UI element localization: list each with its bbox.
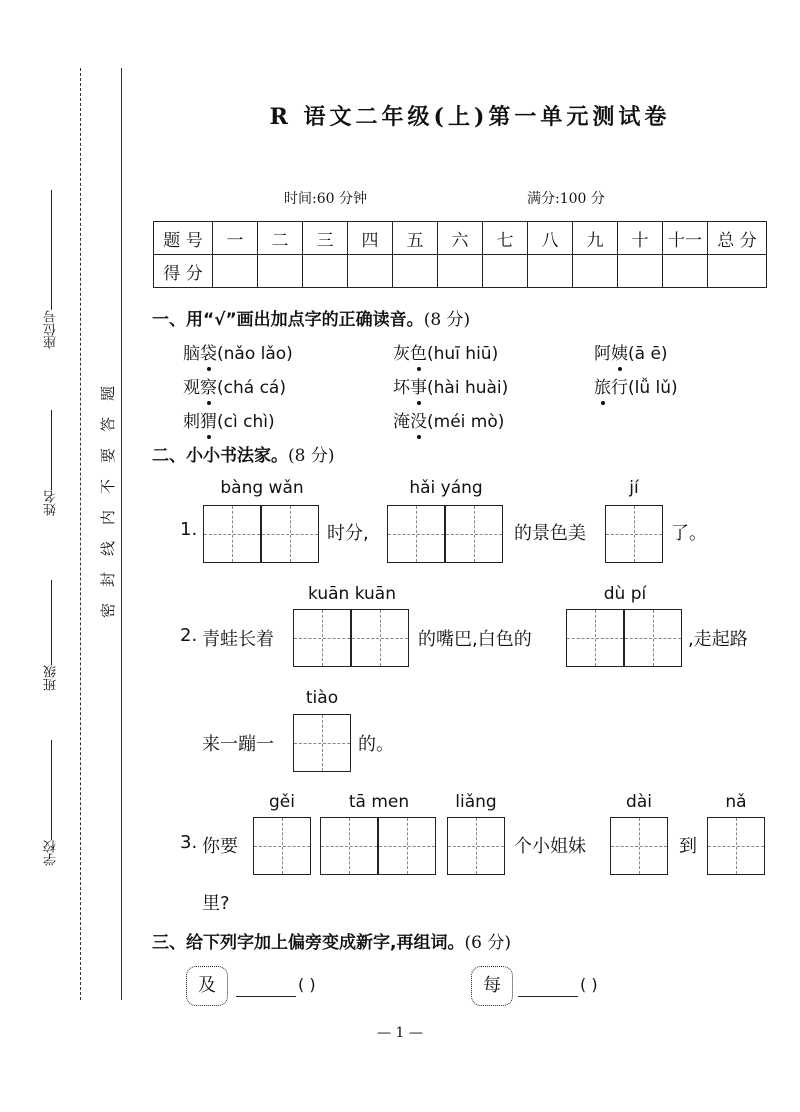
page-number: — 1 — — [377, 1025, 423, 1041]
sentence-text: ,走起路 — [688, 629, 748, 650]
section-1-title: 一、用“√”画出加点字的正确读音。 — [152, 310, 424, 330]
pinyin-options: (ā ē) — [628, 344, 668, 364]
base-char-box: 每 — [471, 966, 513, 1006]
full-score: 满分:100 分 — [527, 191, 605, 207]
pinyin-options: (méi mò) — [427, 412, 505, 432]
reading-item[interactable] — [393, 339, 498, 364]
dotted-char: 没 — [410, 412, 427, 432]
pinyin-options: (nǎo lǎo) — [217, 344, 293, 364]
writing-grid[interactable] — [293, 609, 351, 667]
sentence-text: 的景色美 — [514, 523, 586, 544]
section-3-points: (6 分) — [464, 933, 511, 953]
item-char: 坏 — [393, 378, 410, 398]
base-char-box: 及 — [186, 966, 228, 1006]
table-cell: 一 — [213, 222, 258, 255]
writing-grid[interactable] — [351, 609, 409, 667]
section-2-heading — [152, 441, 334, 466]
item-char: 刺 — [183, 412, 200, 432]
time-limit: 时间:60 分钟 — [284, 191, 367, 207]
sentence-text: 了。 — [671, 523, 707, 544]
dotted-char: 袋 — [200, 344, 217, 364]
pinyin-prompt: kuān kuān — [308, 584, 396, 604]
answer-blank[interactable] — [518, 996, 578, 997]
dotted-char: 色 — [410, 344, 427, 364]
seal-char: 题 — [99, 385, 118, 402]
pinyin-prompt: bàng wǎn — [220, 478, 304, 498]
score-table — [153, 221, 767, 288]
table-cell: 六 — [438, 222, 483, 255]
score-input-cell[interactable] — [393, 255, 438, 288]
section-2-points: (8 分) — [288, 446, 335, 466]
table-cell: 二 — [258, 222, 303, 255]
pinyin-options: (lǚ lǔ) — [628, 378, 678, 398]
sentence-text: 青蛙长着 — [202, 629, 274, 650]
section-2-title: 二、小小书法家。 — [152, 446, 288, 466]
score-input-cell[interactable] — [258, 255, 303, 288]
question-number: 2. — [180, 625, 198, 646]
writing-grid[interactable] — [293, 714, 351, 772]
school-field[interactable] — [42, 740, 61, 866]
binding-solid-line — [121, 68, 122, 1000]
sentence-text: 里? — [202, 893, 230, 914]
pinyin-prompt: liǎng — [455, 792, 497, 812]
word-parentheses[interactable]: ( ) — [580, 975, 598, 994]
word-parentheses[interactable]: ( ) — [298, 975, 316, 994]
sentence-text: 的。 — [358, 734, 394, 755]
table-cell: 五 — [393, 222, 438, 255]
reading-item[interactable] — [594, 339, 668, 364]
section-1-heading — [152, 305, 470, 330]
writing-grid[interactable] — [253, 817, 311, 875]
sentence-text: 时分, — [327, 523, 369, 544]
pinyin-prompt: dù pí — [603, 584, 647, 604]
seal-line-text — [101, 378, 116, 626]
writing-grid[interactable] — [445, 505, 503, 563]
page-title: R 语文二年级(上)第一单元测试卷 — [269, 104, 671, 130]
score-input-cell[interactable] — [528, 255, 573, 288]
pinyin-prompt: hǎi yáng — [409, 478, 483, 498]
table-cell: 四 — [348, 222, 393, 255]
table-cell: 总 分 — [708, 222, 767, 255]
seat-number-field[interactable] — [42, 190, 61, 349]
pinyin-prompt: nǎ — [725, 792, 747, 812]
item-char: 灰 — [393, 344, 410, 364]
item-char: 阿 — [594, 344, 611, 364]
item-char: 淹 — [393, 412, 410, 432]
score-input-cell[interactable] — [708, 255, 767, 288]
score-input-cell[interactable] — [213, 255, 258, 288]
pinyin-options: (hài huài) — [427, 378, 509, 398]
seal-char: 答 — [99, 416, 118, 433]
writing-grid[interactable] — [707, 817, 765, 875]
seal-char: 线 — [99, 540, 118, 557]
reading-item[interactable] — [183, 339, 293, 364]
binding-dashed-line — [80, 68, 81, 1000]
name-label: 姓名 — [44, 490, 59, 516]
name-field[interactable] — [42, 410, 61, 516]
reading-item[interactable] — [594, 373, 678, 398]
question-number: 3. — [180, 832, 198, 853]
sentence-text: 来一蹦一 — [202, 734, 274, 755]
writing-grid[interactable] — [610, 817, 668, 875]
seat-number-label: 座位号 — [44, 310, 59, 349]
seal-char: 要 — [99, 447, 118, 464]
class-label: 班级 — [44, 665, 59, 691]
writing-grid[interactable] — [447, 817, 505, 875]
reading-item[interactable] — [393, 407, 504, 432]
answer-blank[interactable] — [236, 996, 296, 997]
pinyin-options: (chá cá) — [217, 378, 286, 398]
school-label: 学校 — [44, 840, 59, 866]
dotted-char: 旅 — [594, 378, 611, 398]
reading-item[interactable] — [183, 373, 286, 398]
reading-item[interactable] — [183, 407, 275, 432]
writing-grid[interactable] — [387, 505, 445, 563]
item-char: 观 — [183, 378, 200, 398]
section-3-title: 三、给下列字加上偏旁变成新字,再组词。 — [152, 933, 465, 953]
writing-grid[interactable] — [605, 505, 663, 563]
writing-grid[interactable] — [261, 505, 319, 563]
sentence-text: 到 — [679, 836, 697, 857]
score-header-row — [154, 222, 767, 255]
writing-grid[interactable] — [566, 609, 624, 667]
sentence-text: 你要 — [202, 836, 238, 857]
section-3-heading — [152, 928, 511, 953]
pinyin-prompt: dài — [626, 792, 652, 812]
class-field[interactable] — [42, 580, 61, 691]
table-cell: 十一 — [663, 222, 708, 255]
table-cell: 七 — [483, 222, 528, 255]
section-1-points: (8 分) — [423, 310, 471, 330]
pinyin-options: (cì chì) — [217, 412, 275, 432]
item-char: 行 — [611, 378, 628, 398]
score-input-cell[interactable] — [438, 255, 483, 288]
dotted-char: 姨 — [611, 344, 628, 364]
writing-grid[interactable] — [378, 817, 436, 875]
dotted-char: 猬 — [200, 412, 217, 432]
seal-char: 密 — [99, 602, 118, 619]
score-input-cell[interactable] — [483, 255, 528, 288]
pinyin-prompt: gěi — [269, 792, 295, 812]
dotted-char: 事 — [410, 378, 427, 398]
pinyin-prompt: tiào — [305, 688, 339, 708]
table-cell: 得 分 — [154, 255, 213, 288]
sentence-text: 的嘴巴,白色的 — [418, 629, 532, 650]
table-cell: 九 — [573, 222, 618, 255]
sentence-text: 个小姐妹 — [514, 836, 586, 857]
writing-grid[interactable] — [624, 609, 682, 667]
seal-char: 封 — [99, 571, 118, 588]
table-cell: 三 — [303, 222, 348, 255]
score-input-cell[interactable] — [573, 255, 618, 288]
pinyin-prompt: jí — [629, 478, 639, 498]
writing-grid[interactable] — [203, 505, 261, 563]
question-number: 1. — [180, 519, 198, 540]
table-cell: 题 号 — [154, 222, 213, 255]
seal-char: 内 — [99, 509, 118, 526]
seal-char: 不 — [99, 478, 118, 495]
pinyin-options: (huī hiū) — [427, 344, 499, 364]
score-entry-row — [154, 255, 767, 288]
table-cell: 八 — [528, 222, 573, 255]
reading-item[interactable] — [393, 373, 508, 398]
item-char: 脑 — [183, 344, 200, 364]
dotted-char: 察 — [200, 378, 217, 398]
table-cell: 十 — [618, 222, 663, 255]
writing-grid[interactable] — [320, 817, 378, 875]
score-input-cell[interactable] — [618, 255, 663, 288]
pinyin-prompt: tā men — [348, 792, 410, 812]
score-input-cell[interactable] — [663, 255, 708, 288]
score-input-cell[interactable] — [303, 255, 348, 288]
score-input-cell[interactable] — [348, 255, 393, 288]
